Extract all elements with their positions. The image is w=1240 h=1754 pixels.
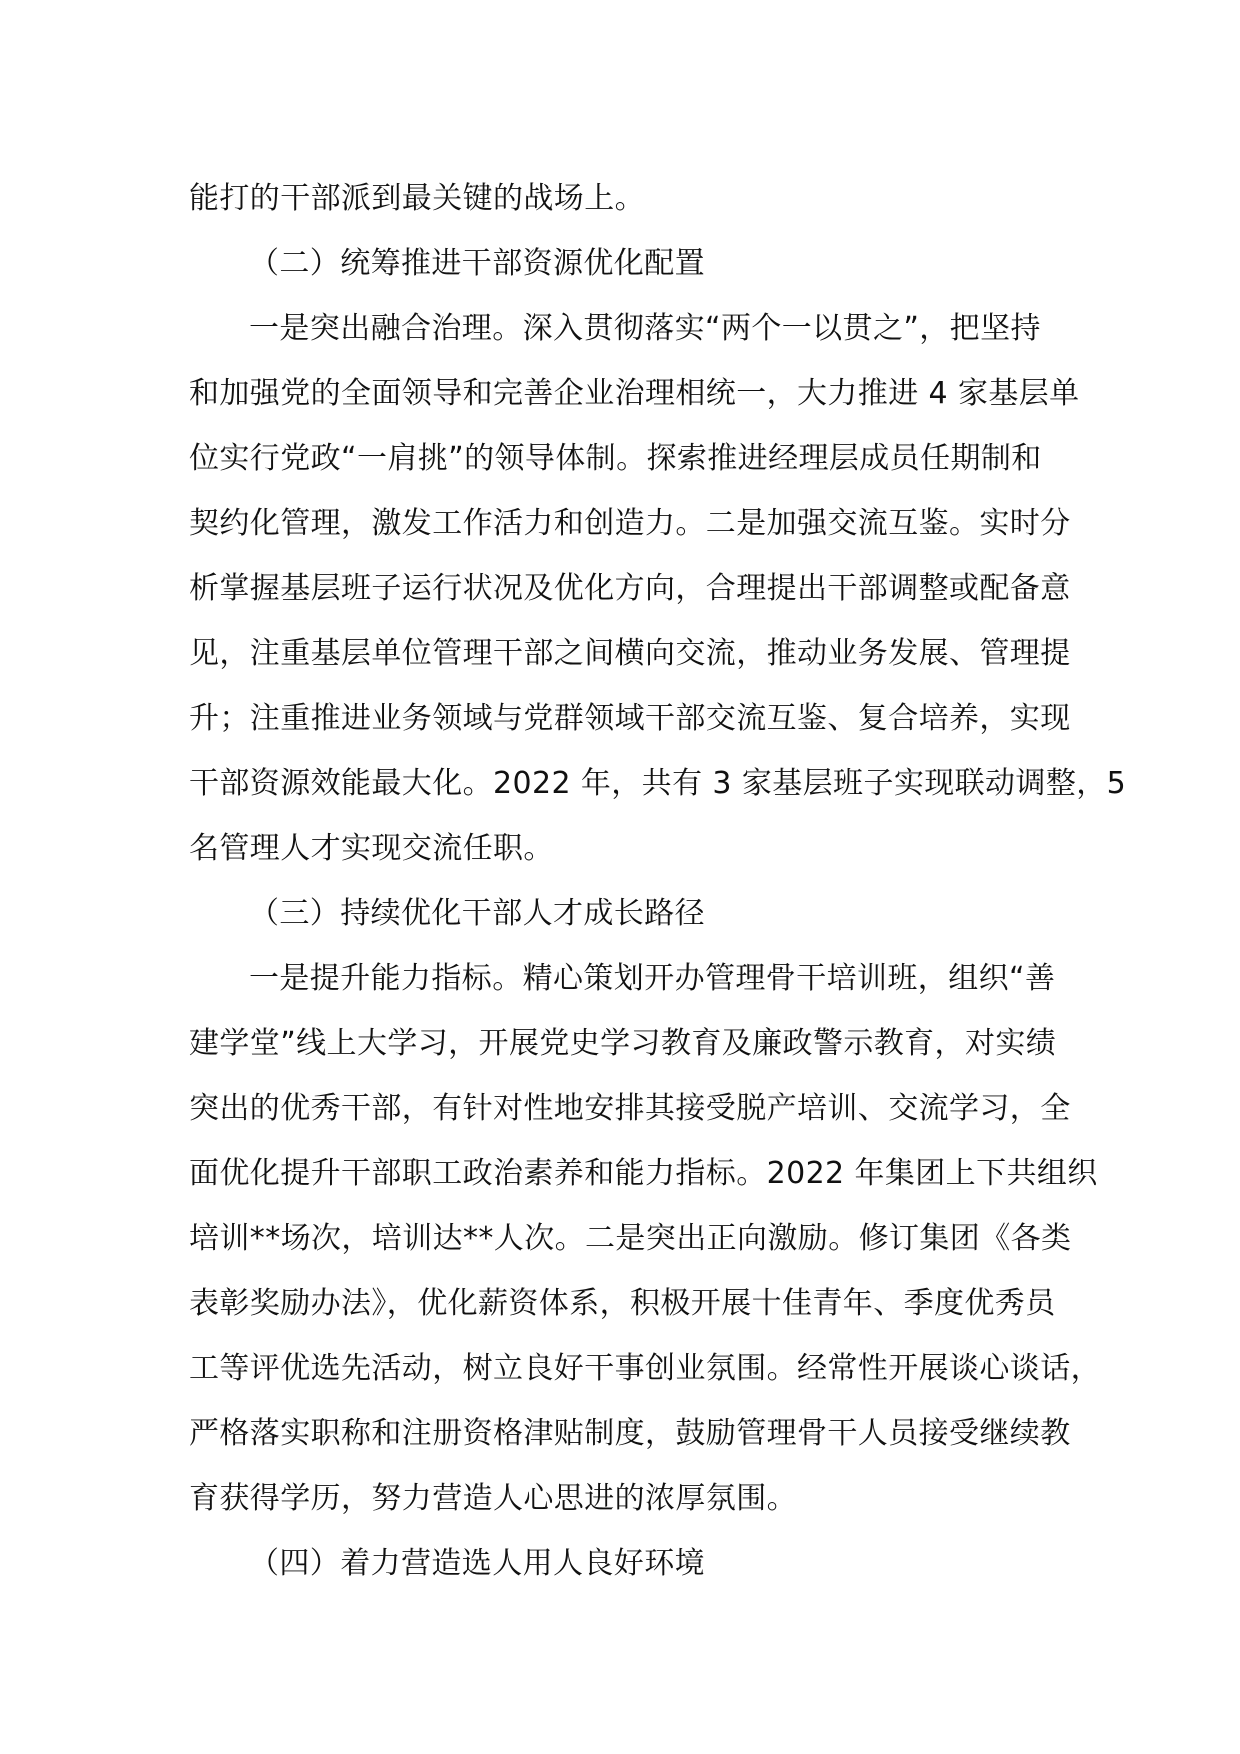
body-text-line: 突出的优秀干部，有针对性地安排其接受脱产培训、交流学习，全 xyxy=(189,1091,1071,1126)
section-heading-2: （二）统筹推进干部资源优化配置 xyxy=(249,246,705,281)
section-heading-3: （三）持续优化干部人才成长路径 xyxy=(249,896,705,931)
body-text-line: 见，注重基层单位管理干部之间横向交流，推动业务发展、管理提 xyxy=(189,636,1071,671)
body-text-line: 育获得学历，努力营造人心思进的浓厚氛围。 xyxy=(189,1481,797,1516)
body-text-line: 能打的干部派到最关键的战场上。 xyxy=(189,181,645,216)
body-text-line: 和加强党的全面领导和完善企业治理相统一，大力推进 4 家基层单 xyxy=(189,376,1080,411)
paragraph-first-line: 一是提升能力指标。精心策划开办管理骨干培训班，组织“善 xyxy=(249,961,1056,996)
body-text-line: 名管理人才实现交流任职。 xyxy=(189,831,554,866)
body-text-line: 位实行党政“一肩挑”的领导体制。探索推进经理层成员任期制和 xyxy=(189,441,1042,476)
body-text-line: 干部资源效能最大化。2022 年，共有 3 家基层班子实现联动调整，5 xyxy=(189,766,1127,801)
body-text-line: 建学堂”线上大学习，开展党史学习教育及廉政警示教育，对实绩 xyxy=(189,1026,1057,1061)
body-text-line: 面优化提升干部职工政治素养和能力指标。2022 年集团上下共组织 xyxy=(189,1156,1098,1191)
paragraph-first-line: 一是突出融合治理。深入贯彻落实“两个一以贯之”，把坚持 xyxy=(249,311,1041,346)
section-heading-4: （四）着力营造选人用人良好环境 xyxy=(249,1546,705,1581)
body-text-line: 工等评优选先活动，树立良好干事创业氛围。经常性开展谈心谈话， xyxy=(189,1351,1101,1386)
body-text-line: 表彰奖励办法》，优化薪资体系，积极开展十佳青年、季度优秀员 xyxy=(189,1286,1056,1321)
body-text-line: 析掌握基层班子运行状况及优化方向，合理提出干部调整或配备意 xyxy=(189,571,1071,606)
body-text-line: 契约化管理，激发工作活力和创造力。二是加强交流互鉴。实时分 xyxy=(189,506,1071,541)
document-body xyxy=(189,166,1127,1596)
body-text-line: 升；注重推进业务领域与党群领域干部交流互鉴、复合培养，实现 xyxy=(189,701,1071,736)
body-text-line: 培训**场次，培训达**人次。二是突出正向激励。修订集团《各类 xyxy=(189,1221,1072,1256)
body-text-line: 严格落实职称和注册资格津贴制度，鼓励管理骨干人员接受继续教 xyxy=(189,1416,1071,1451)
